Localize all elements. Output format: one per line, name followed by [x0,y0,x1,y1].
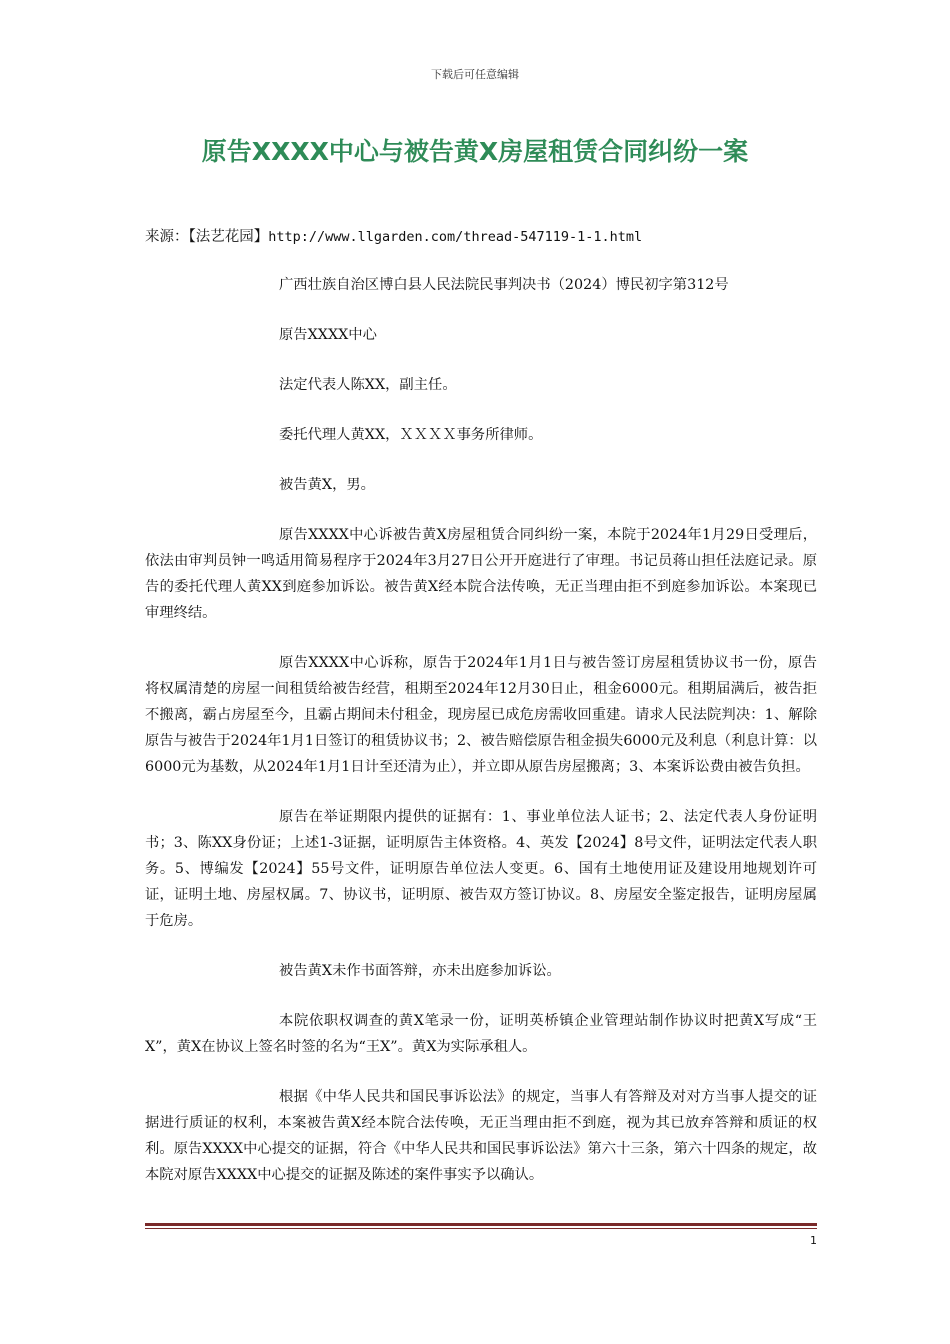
agent-line: 委托代理人黄XX，ＸＸＸＸ事务所律师。 [279,427,543,443]
defendant-line: 被告黄X，男。 [279,477,375,493]
plaintiff-claim-paragraph: 原告XXXX中心诉称，原告于2024年1月1日与被告签订房屋租赁协议书一份，原告将权属清楚的房屋一间租赁给被告经营，租期至2024年12月30日止，租金6000元。租期届满后，被告拒不搬离，霸占房屋至今，且霸占期间未付租金，现房屋已成危房需收回重建。请求人民法院判决：1、解除原告与被告于2024年1月1日签订的租赁协议书；2、被告赔偿原告租金损失6000元及利息（利息计算：以6000元为基数，从2024年1月1日计至还清为止），并立即从原告房屋搬离；3、本案诉讼费由被告负担。 [145,655,817,775]
case-intro-paragraph: 原告XXXX中心诉被告黄X房屋租赁合同纠纷一案，本院于2024年1月29日受理后，依法由审判员钟一鸣适用简易程序于2024年3月27日公开开庭进行了审理。书记员蒋山担任法庭记录。原告的委托代理人黄XX到庭参加诉讼。被告黄X经本院合法传唤，无正当理由拒不到庭参加诉讼。本案现已审理终结。 [145,527,817,621]
source-line [145,225,642,246]
court-judgment-heading: 广西壮族自治区博白县人民法院民事判决书（2024）博民初字第312号 [279,277,729,293]
legal-basis-paragraph: 根据《中华人民共和国民事诉讼法》的规定，当事人有答辩及对对方当事人提交的证据进行质证的权利，本案被告黄X经本院合法传唤，无正当理由拒不到庭，视为其已放弃答辩和质证的权利。原告XXXX中心提交的证据，符合《中华人民共和国民事诉讼法》第六十三条，第六十四条的规定，故本院对原告XXXX中心提交的证据及陈述的案件事实予以确认。 [145,1089,817,1183]
header-note: 下载后可任意编辑 [431,68,519,81]
plaintiff-line: 原告XXXX中心 [279,327,377,343]
source-url: http://www.llgarden.com/thread-547119-1-1.html [268,229,643,245]
source-label: 来源：【法艺花园】 [145,229,269,245]
legal-representative-line: 法定代表人陈XX，副主任。 [279,377,457,393]
document-title: 原告XXXX中心与被告黄X房屋租赁合同纠纷一案 [201,137,749,166]
defendant-no-reply-paragraph: 被告黄X未作书面答辩，亦未出庭参加诉讼。 [279,963,561,979]
footer-rule [145,1223,817,1226]
footer-rule-thin [145,1228,817,1229]
page-number: 1 [810,1234,817,1247]
court-investigation-paragraph: 本院依职权调查的黄X笔录一份，证明英桥镇企业管理站制作协议时把黄X写成“王X”，黄X在协议上签名时签的名为“王X”。黄X为实际承租人。 [145,1013,817,1055]
evidence-paragraph: 原告在举证期限内提供的证据有：1、事业单位法人证书；2、法定代表人身份证明书；3、陈XX身份证；上述1-3证据，证明原告主体资格。4、英发【2024】8号文件，证明法定代表人职务。5、博编发【2024】55号文件，证明原告单位法人变更。6、国有土地使用证及建设用地规划许可证，证明土地、房屋权属。7、协议书，证明原、被告双方签订协议。8、房屋安全鉴定报告，证明房屋属于危房。 [145,809,817,929]
document-body [145,272,817,1212]
